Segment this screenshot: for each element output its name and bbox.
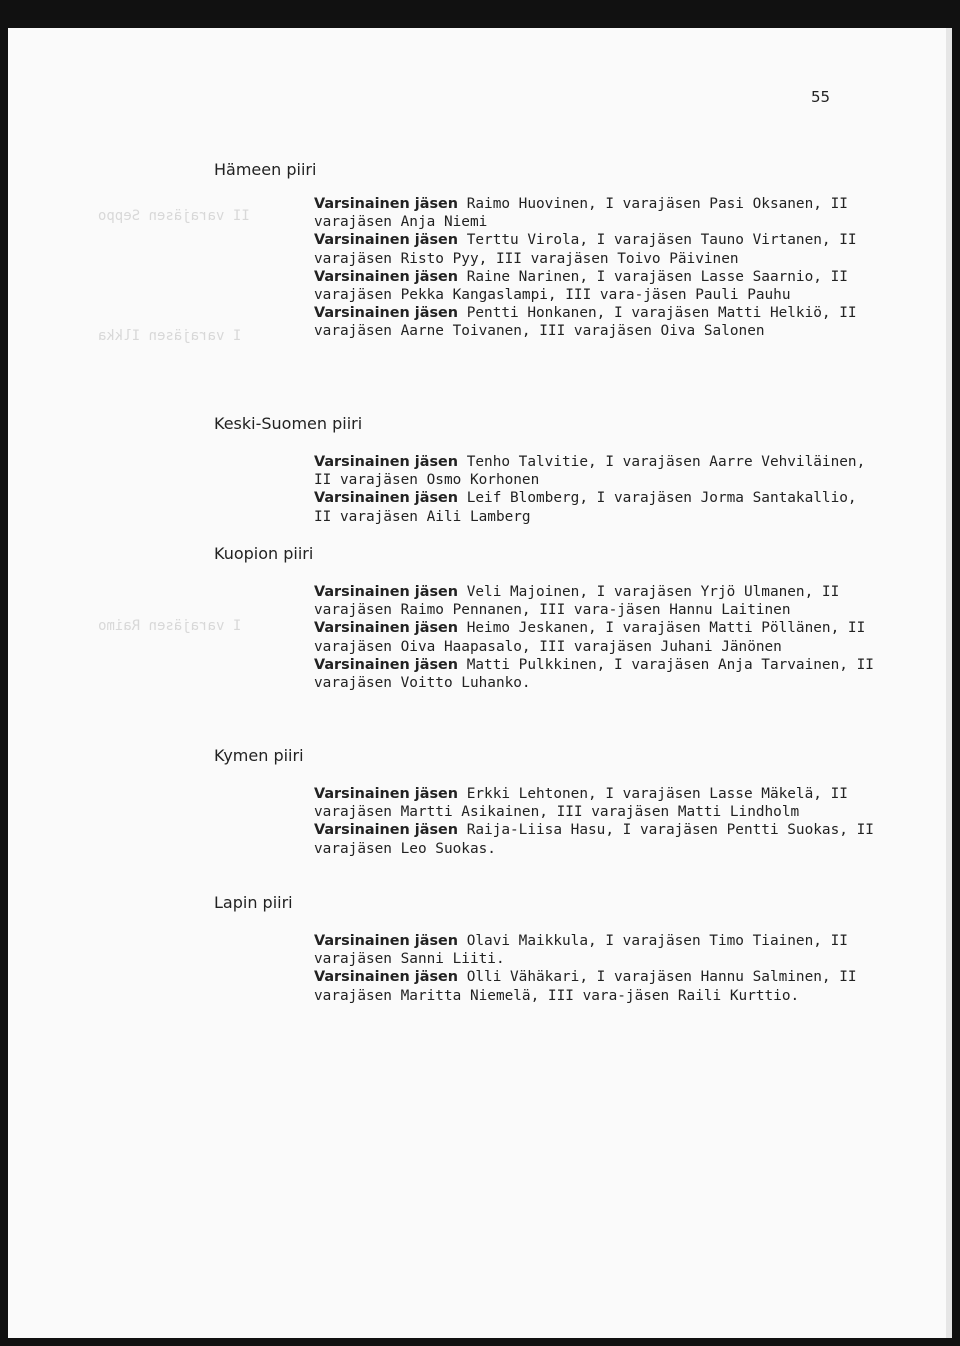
member-entry [314, 932, 874, 968]
entry-lead: Varsinainen jäsen [314, 268, 459, 285]
section-entries [314, 453, 874, 526]
section-entries [314, 583, 874, 692]
bleed-through-decoration: II varajäsen Seppo [98, 208, 250, 224]
entry-lead: Varsinainen jäsen [314, 232, 459, 249]
section-entries [314, 932, 874, 1005]
bleed-through-decoration: I varajäsen Raimo [98, 618, 242, 634]
bleed-through-decoration: I varajäsen Ilkka [98, 328, 242, 344]
entry-text: Olavi Maikkula, I varajäsen Timo Tiainen, II varajäsen Sanni Liiti. [314, 933, 848, 968]
member-entry [314, 968, 874, 1004]
member-entry [314, 656, 874, 692]
page-number: 55 [811, 88, 831, 106]
member-entry [314, 231, 874, 267]
entry-text: Veli Majoinen, I varajäsen Yrjö Ulmanen, II varajäsen Raimo Pennanen, III vara-jäsen Hannu Laitinen [314, 584, 840, 619]
member-entry [314, 489, 874, 525]
section-heading: Kymen piiri [214, 746, 304, 765]
member-entry [314, 821, 874, 857]
entry-text: Olli Vähäkari, I varajäsen Hannu Salminen, II varajäsen Maritta Niemelä, III vara-jäsen Raili Kurttio. [314, 969, 857, 1004]
entry-lead: Varsinainen jäsen [314, 786, 459, 802]
member-entry [314, 304, 874, 340]
entry-lead: Varsinainen jäsen [314, 305, 459, 322]
member-entry [314, 619, 874, 655]
entry-lead: Varsinainen jäsen [314, 584, 459, 600]
entry-text: Pentti Honkanen, I varajäsen Matti Helkiö, II varajäsen Aarne Toivanen, III varajäsen Oiva Salonen [314, 305, 857, 340]
entry-text: Raimo Huovinen, I varajäsen Pasi Oksanen, II varajäsen Anja Niemi [314, 196, 848, 231]
section-heading: Kuopion piiri [214, 544, 314, 563]
section-heading: Lapin piiri [214, 893, 293, 912]
entry-lead: Varsinainen jäsen [314, 656, 459, 673]
member-entry [314, 583, 874, 619]
member-entry [314, 453, 874, 489]
member-entry [314, 785, 874, 821]
entry-text: Raine Narinen, I varajäsen Lasse Saarnio, II varajäsen Pekka Kangaslampi, III vara-jäsen Pauli Pauhu [314, 268, 848, 304]
entry-lead: Varsinainen jäsen [314, 933, 459, 949]
entry-lead: Varsinainen jäsen [314, 196, 459, 212]
entry-lead: Varsinainen jäsen [314, 490, 459, 507]
entry-text: Raija-Liisa Hasu, I varajäsen Pentti Suokas, II varajäsen Leo Suokas. [314, 822, 874, 857]
section-entries [314, 195, 874, 341]
document-page [8, 28, 952, 1338]
section-heading: Hämeen piiri [214, 160, 317, 179]
member-entry [314, 195, 874, 231]
entry-lead: Varsinainen jäsen [314, 969, 459, 986]
entry-text: Matti Pulkkinen, I varajäsen Anja Tarvainen, II varajäsen Voitto Luhanko. [314, 656, 874, 692]
entry-text: Tenho Talvitie, I varajäsen Aarre Vehviläinen, II varajäsen Osmo Korhonen [314, 454, 866, 489]
section-entries [314, 785, 874, 858]
section-heading: Keski-Suomen piiri [214, 414, 363, 433]
entry-text: Heimo Jeskanen, I varajäsen Matti Pöllänen, II varajäsen Oiva Haapasalo, III varajäsen Juhani Jänönen [314, 620, 866, 655]
member-entry [314, 268, 874, 304]
entry-text: Terttu Virola, I varajäsen Tauno Virtanen, II varajäsen Risto Pyy, III varajäsen Toivo Päivinen [314, 232, 857, 267]
entry-text: Erkki Lehtonen, I varajäsen Lasse Mäkelä, II varajäsen Martti Asikainen, III varajäsen Matti Lindholm [314, 786, 848, 821]
entry-lead: Varsinainen jäsen [314, 454, 459, 470]
entry-text: Leif Blomberg, I varajäsen Jorma Santakallio, II varajäsen Aili Lamberg [314, 490, 857, 525]
entry-lead: Varsinainen jäsen [314, 620, 459, 637]
entry-lead: Varsinainen jäsen [314, 822, 459, 839]
